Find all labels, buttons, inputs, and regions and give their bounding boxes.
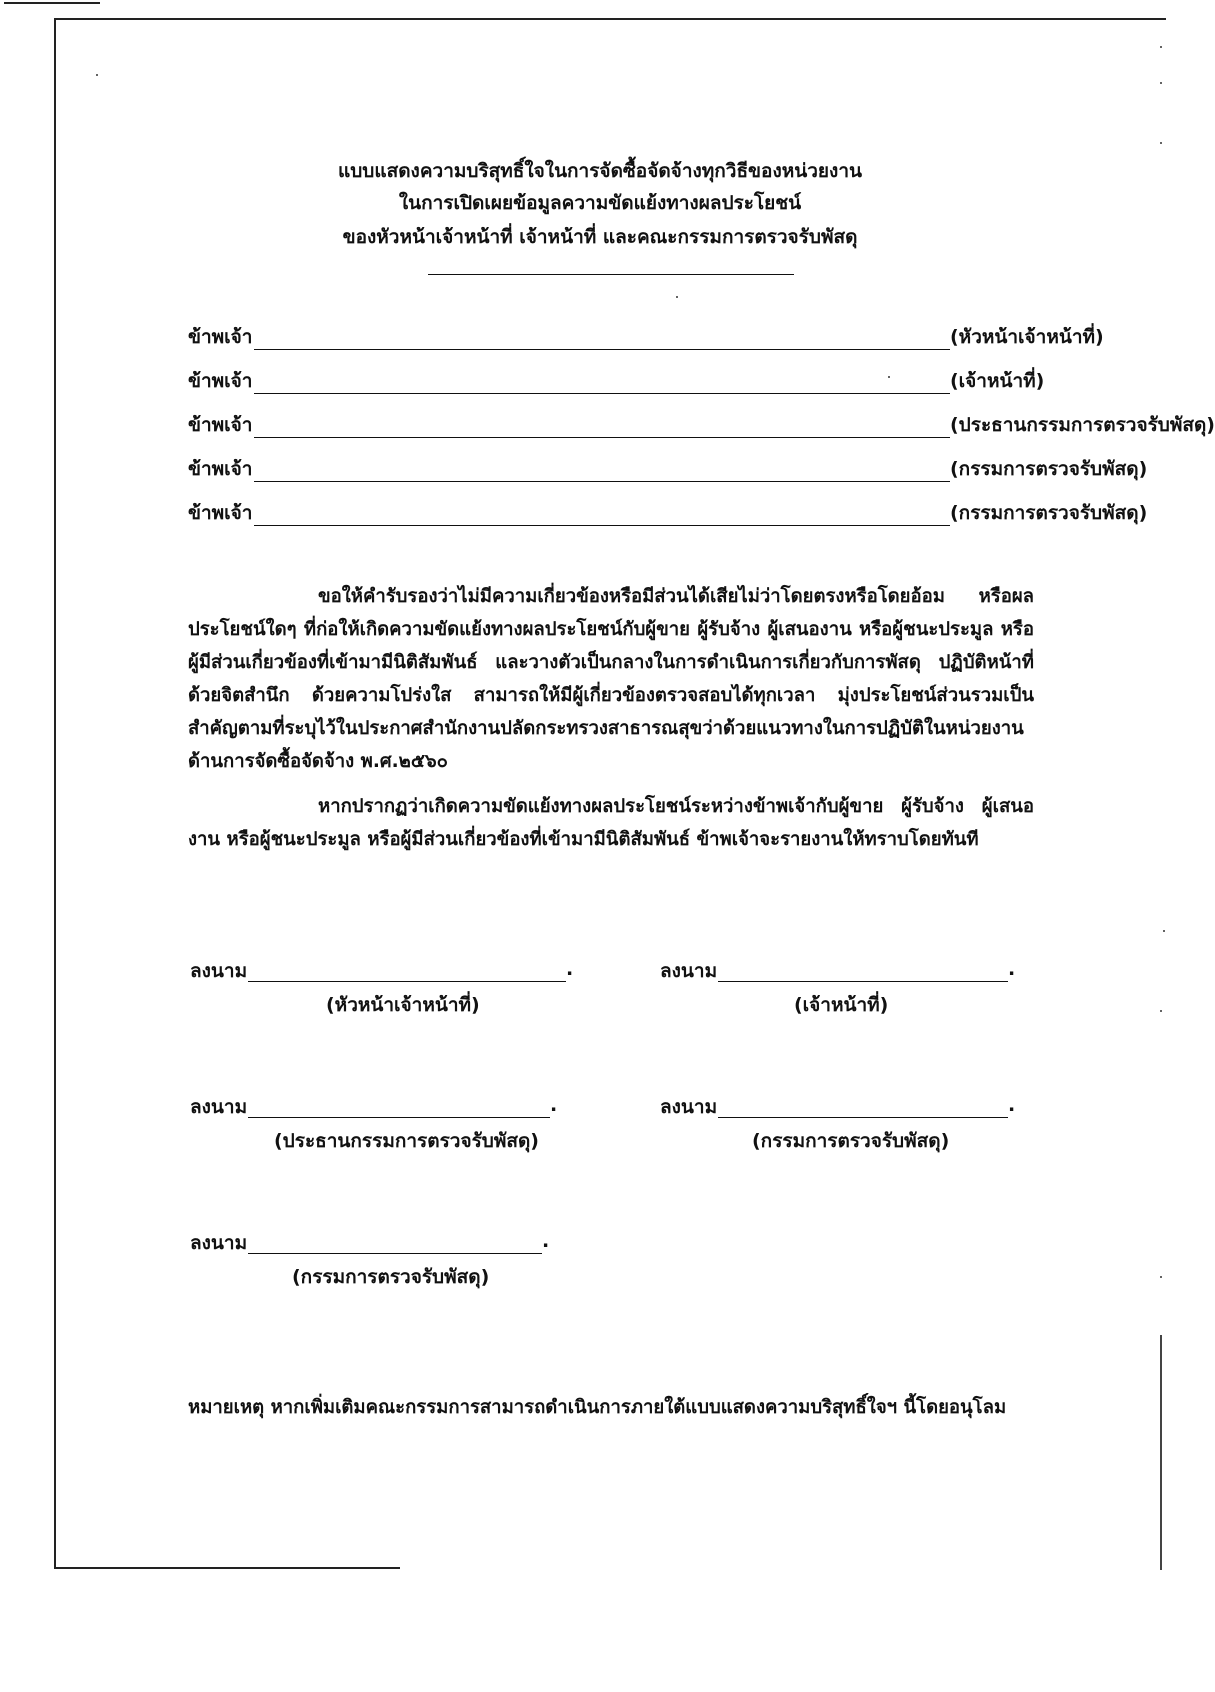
scan-speck	[1163, 930, 1165, 932]
name-fill-line[interactable]	[254, 525, 950, 526]
declarant-row	[188, 414, 1215, 444]
signature-role: (หัวหน้าเจ้าหน้าที่)	[326, 994, 480, 1016]
signature-line[interactable]	[718, 981, 1008, 982]
reporting-text: หากปรากฏว่าเกิดความขัดแย้งทางผลประโยชน์ระหว่างข้าพเจ้ากับผู้ขาย ผู้รับจ้าง ผู้เสนองาน หรือผู้ชนะประมูล หรือผู้มีส่วนเกี่ยวข้องที่เข้ามามีนิติสัมพันธ์ ข้าพเจ้าจะรายงานให้ทราบโดยทันที	[188, 796, 1034, 850]
signature-line[interactable]	[718, 1117, 1008, 1118]
declaration-paragraph	[188, 580, 1034, 778]
declarant-role: (หัวหน้าเจ้าหน้าที่)	[950, 326, 1104, 348]
declarant-label: ข้าพเจ้า	[188, 326, 253, 348]
title-line-1: แบบแสดงความบริสุทธิ์ใจในการจัดซื้อจัดจ้างทุกวิธีของหน่วยงาน	[338, 160, 862, 182]
declarant-label: ข้าพเจ้า	[188, 502, 253, 524]
signature-label: ลงนาม	[190, 960, 248, 982]
title-line-2: ในการเปิดเผยข้อมูลความขัดแย้งทางผลประโยชน์	[398, 192, 802, 214]
title-line-3: ของหัวหน้าเจ้าหน้าที่ เจ้าหน้าที่ และคณะกรรมการตรวจรับพัสดุ	[342, 226, 858, 248]
scan-speck	[1160, 82, 1162, 84]
declarant-label: ข้าพเจ้า	[188, 458, 253, 480]
signature-block-officer: ลงนาม . (เจ้าหน้าที่)	[660, 956, 1020, 1026]
scan-border-left	[54, 18, 56, 1568]
signature-block-member-2: ลงนาม . (กรรมการตรวจรับพัสดุ)	[190, 1228, 590, 1298]
declarant-row	[188, 502, 1148, 532]
name-fill-line[interactable]	[254, 393, 950, 394]
scan-speck	[1160, 46, 1162, 48]
declarant-label: ข้าพเจ้า	[188, 414, 253, 436]
signature-label: ลงนาม	[190, 1232, 248, 1254]
scan-speck	[1160, 1010, 1162, 1012]
name-fill-line[interactable]	[254, 481, 950, 482]
signature-role: (เจ้าหน้าที่)	[794, 994, 889, 1016]
scan-speck	[676, 296, 678, 298]
title-underline	[428, 274, 794, 275]
declarant-label: ข้าพเจ้า	[188, 370, 253, 392]
scan-speck	[1160, 1276, 1162, 1278]
signature-role: (ประธานกรรมการตรวจรับพัสดุ)	[274, 1130, 539, 1152]
declarant-row	[188, 370, 1088, 400]
scan-edge-mark	[4, 2, 100, 4]
scan-speck	[1160, 142, 1162, 144]
signature-label: ลงนาม	[660, 1096, 718, 1118]
signature-role: (กรรมการตรวจรับพัสดุ)	[292, 1266, 490, 1288]
declarant-role: (กรรมการตรวจรับพัสดุ)	[950, 502, 1148, 524]
signature-line[interactable]	[248, 981, 566, 982]
declarant-role: (กรรมการตรวจรับพัสดุ)	[950, 458, 1148, 480]
name-fill-line[interactable]	[254, 349, 950, 350]
reporting-paragraph	[188, 790, 1034, 856]
declarant-row	[188, 458, 1148, 488]
signature-role: (กรรมการตรวจรับพัสดุ)	[752, 1130, 950, 1152]
scan-border-right	[1160, 1335, 1162, 1570]
signature-label: ลงนาม	[660, 960, 718, 982]
signature-line[interactable]	[248, 1117, 550, 1118]
scan-border-bottom	[54, 1567, 400, 1569]
signature-block-member-1: ลงนาม . (กรรมการตรวจรับพัสดุ)	[660, 1092, 1020, 1162]
signature-block-chief: ลงนาม . (หัวหน้าเจ้าหน้าที่)	[190, 956, 590, 1026]
signature-block-chair: ลงนาม . (ประธานกรรมการตรวจรับพัสดุ)	[190, 1092, 590, 1162]
signature-label: ลงนาม	[190, 1096, 248, 1118]
declarant-row	[188, 326, 1104, 356]
name-fill-line[interactable]	[254, 437, 950, 438]
footnote: หมายเหตุ หากเพิ่มเติมคณะกรรมการสามารถดำเนินการภายใต้แบบแสดงความบริสุทธิ์ใจฯ นี้โดยอนุโลม	[188, 1397, 1007, 1418]
scan-speck	[96, 74, 98, 76]
scan-border-top	[56, 18, 1166, 20]
signature-line[interactable]	[248, 1253, 542, 1254]
declarant-role: (เจ้าหน้าที่)	[950, 370, 1045, 392]
declaration-text: ขอให้คำรับรองว่าไม่มีความเกี่ยวข้องหรือมีส่วนได้เสียไม่ว่าโดยตรงหรือโดยอ้อม หรือผลประโยชน์ใดๆ ที่ก่อให้เกิดความขัดแย้งทางผลประโยชน์กับผู้ขาย ผู้รับจ้าง ผู้เสนองาน หรือผู้ชนะประมูล หรือผู้มีส่วนเกี่ยวข้องที่เข้ามามีนิติสัมพันธ์ และวางตัวเป็นกลางในการดำเนินการเกี่ยวกับการพัสดุ ปฏิบัติหน้าที่ด้วยจิตสำนึก ด้วยความโปร่งใส สามารถให้มีผู้เกี่ยวข้องตรวจสอบได้ทุกเวลา มุ่งประโยชน์ส่วนรวมเป็นสำคัญตามที่ระบุไว้ในประกาศสำนักงานปลัดกระทรวงสาธารณสุขว่าด้วยแนวทางในการปฏิบัติในหน่วยงานด้านการจัดซื้อจัดจ้าง พ.ศ.๒๕๖๐	[188, 586, 1034, 772]
declarant-role: (ประธานกรรมการตรวจรับพัสดุ)	[950, 414, 1215, 436]
